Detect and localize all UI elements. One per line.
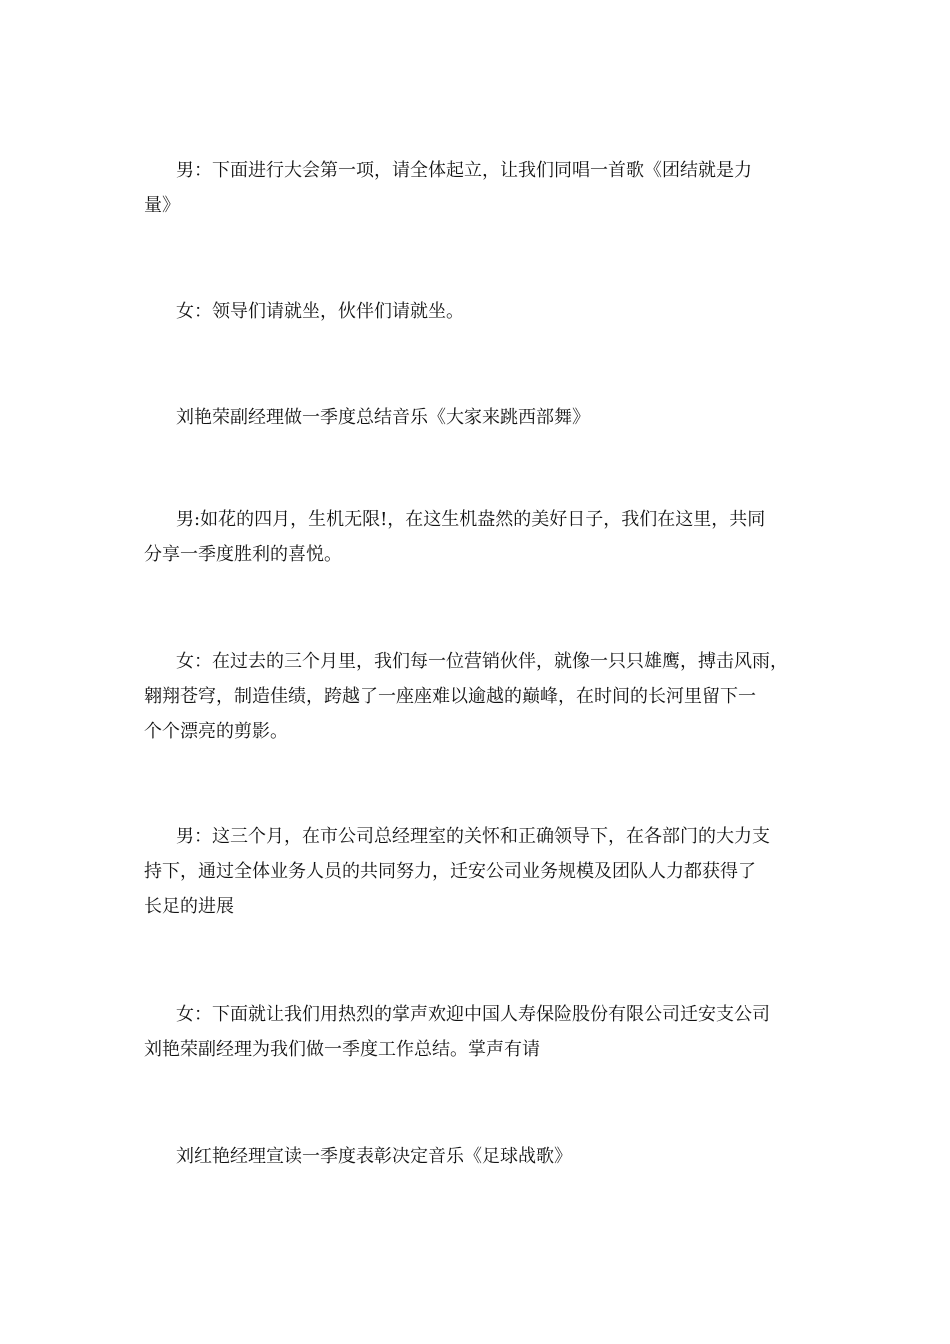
text-line: 持下，通过全体业务人员的共同努力，迁安公司业务规模及团队人力都获得了 (144, 861, 756, 882)
text-line: 女：下面就让我们用热烈的掌声欢迎中国人寿保险股份有限公司迁安支公司 (176, 1004, 770, 1025)
text-line: 量》 (144, 195, 180, 216)
text-line: 男:如花的四月，生机无限!，在这生机盎然的美好日子，我们在这里，共同 (176, 509, 766, 530)
paragraph-7 (144, 997, 814, 1067)
paragraph-8 (144, 1139, 814, 1174)
paragraph-6 (144, 819, 814, 924)
paragraph-1 (144, 153, 814, 223)
text-line: 刘艳荣副经理做一季度总结音乐《大家来跳西部舞》 (176, 407, 590, 428)
paragraph-2 (144, 294, 814, 329)
text-line: 男：这三个月，在市公司总经理室的关怀和正确领导下，在各部门的大力支 (176, 826, 770, 847)
text-line: 刘红艳经理宣读一季度表彰决定音乐《足球战歌》 (176, 1146, 572, 1167)
text-line: 长足的进展 (144, 896, 234, 917)
text-line: 分享一季度胜利的喜悦。 (144, 544, 342, 565)
text-line: 女：在过去的三个月里，我们每一位营销伙伴，就像一只只雄鹰，搏击风雨， (176, 651, 788, 672)
paragraph-3 (144, 400, 814, 435)
paragraph-5 (144, 644, 814, 749)
text-line: 个个漂亮的剪影。 (144, 721, 288, 742)
text-line: 女：领导们请就坐，伙伴们请就坐。 (176, 301, 464, 322)
paragraph-4 (144, 502, 814, 572)
text-line: 刘艳荣副经理为我们做一季度工作总结。掌声有请 (144, 1039, 540, 1060)
text-line: 翱翔苍穹，制造佳绩，跨越了一座座难以逾越的巅峰，在时间的长河里留下一 (144, 686, 756, 707)
text-line: 男：下面进行大会第一项，请全体起立，让我们同唱一首歌《团结就是力 (176, 160, 752, 181)
